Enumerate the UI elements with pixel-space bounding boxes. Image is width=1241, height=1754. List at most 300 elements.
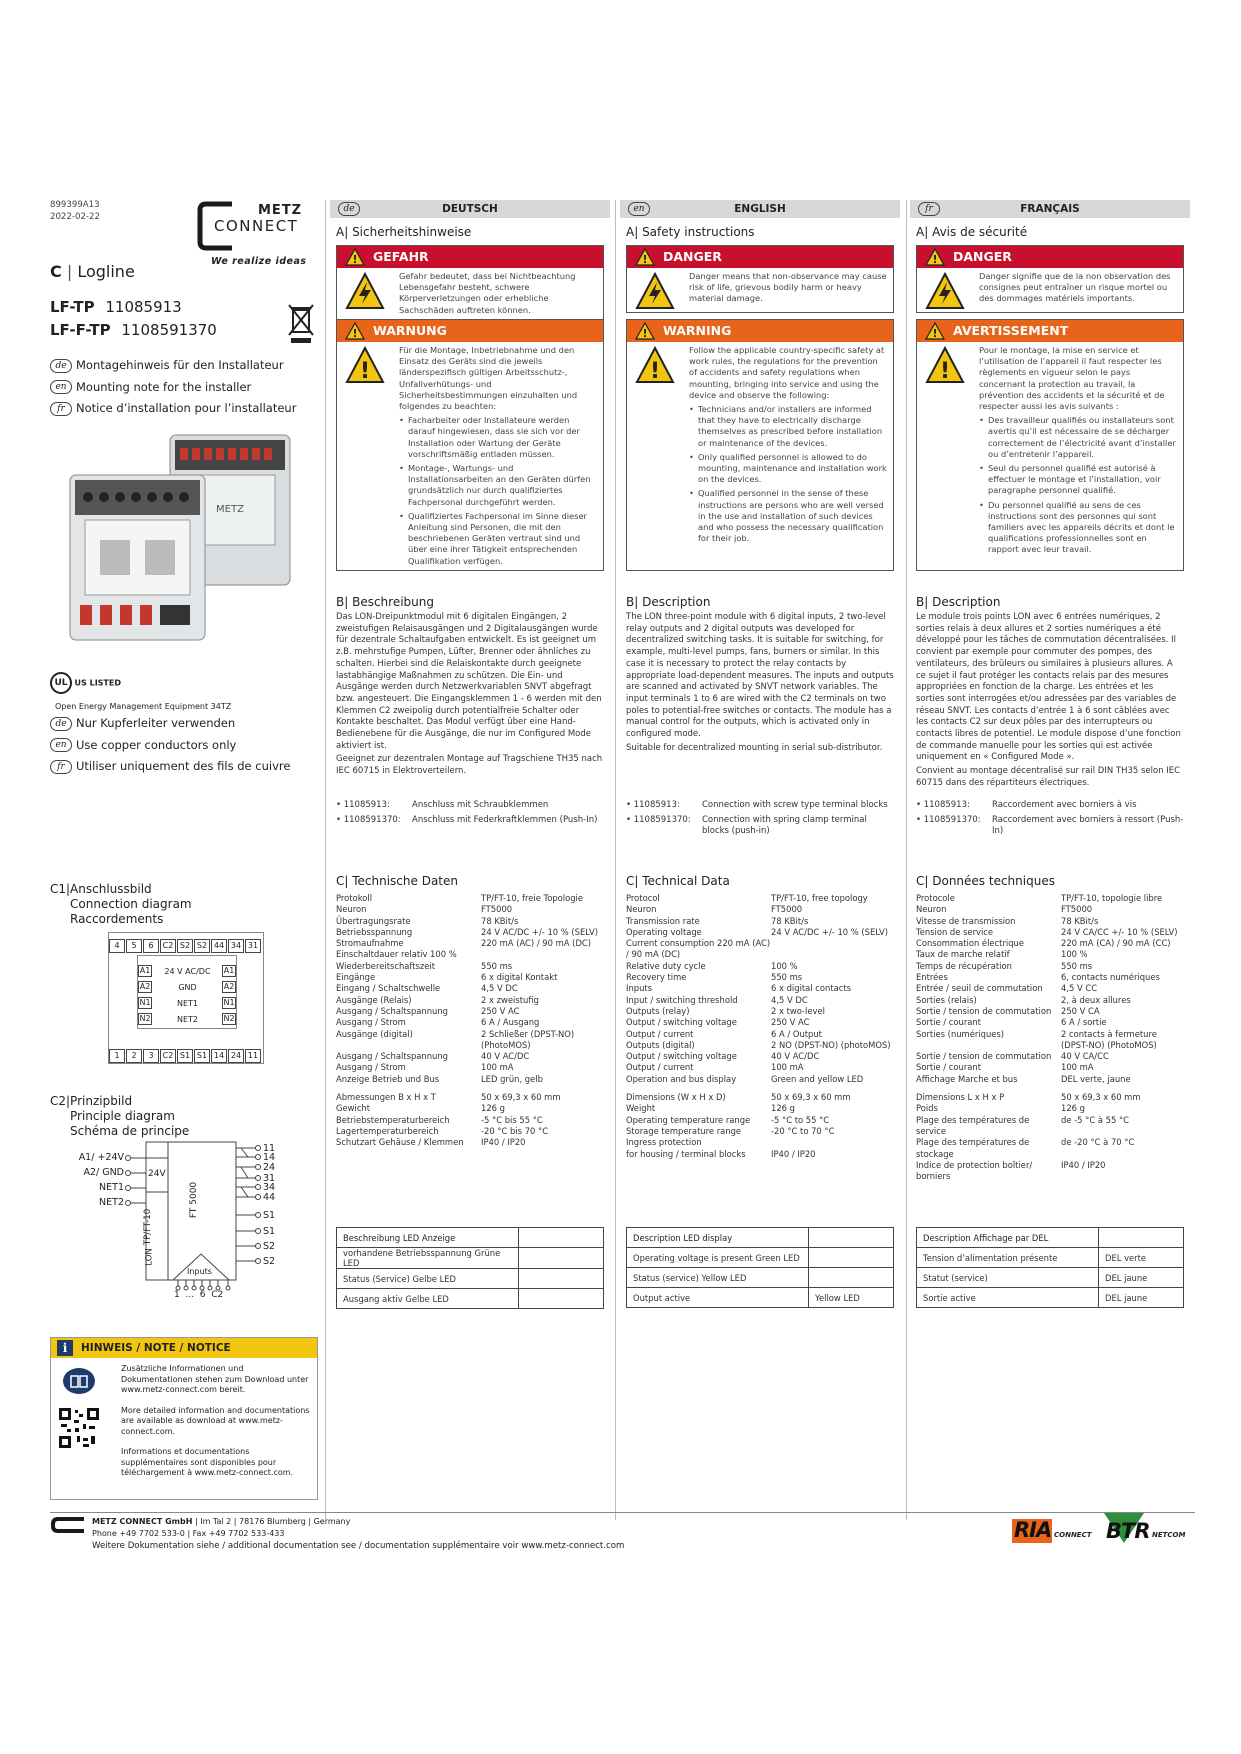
led-label: Description LED display [627, 1228, 809, 1248]
tech-key: Output / switching voltage [626, 1017, 737, 1028]
notice-en: More detailed information and documentations are available as download at www.metz-connect.com. [121, 1405, 310, 1436]
terminal: 44 [211, 939, 227, 953]
qr-code-icon [57, 1406, 101, 1450]
tech-key: Consommation électrique [916, 938, 1024, 949]
warning-body [917, 342, 1183, 560]
led-label: Beschreibung LED Anzeige [337, 1228, 519, 1248]
flag-en-icon: en [628, 202, 650, 216]
tech-key: Neuron [626, 904, 657, 915]
tech-key: Lagertemperaturbereich [336, 1125, 439, 1136]
flag-fr-icon: fr [918, 202, 940, 216]
tech-value: 220 mA (AC) / 90 mA (DC) [481, 938, 592, 949]
tech-key: Recovery time [626, 972, 687, 983]
tech-value: 250 V CA [1061, 1005, 1100, 1016]
tech-row [336, 938, 604, 949]
tech-value: Green and yellow LED [771, 1073, 864, 1084]
led-row [627, 1248, 894, 1268]
tech-key: Input / switching threshold [626, 994, 738, 1005]
output-label: S2 [263, 1256, 276, 1267]
terminal-right: N1 [223, 998, 235, 1007]
tech-key: Outputs (relay) [626, 1005, 690, 1016]
input-numbers: 1 ... 6 C2 [174, 1290, 224, 1300]
description-paragraph: The LON three-point module with 6 digital inputs, 2 two-level relay outputs and 2 digital outputs was developed for decentralized switching tasks. It is suitable for switching, for example, multi-level pumps, fans, burners or similar. In this case it is necessary to protect the relay contacts by appropriate load-dependent measures. The inputs and outputs are scanned and activated by SNVT network variables. The input terminals 1 to 6 are wired with the C2 terminals on two poles to potential-free switches or contacts. The module has a manual control for the outputs, which is activated only in configured mode. [626, 612, 894, 740]
tech-key: Wiederbereitschaftszeit [336, 960, 435, 971]
tech-row [916, 1137, 1184, 1160]
led-value [809, 1228, 894, 1248]
svg-text:!: ! [932, 327, 938, 340]
tech-row [626, 1137, 894, 1148]
warning-title: AVERTISSEMENT [953, 323, 1069, 338]
tech-row [916, 961, 1184, 972]
tech-value: IP40 / IP20 [481, 1137, 526, 1148]
c2-heading [50, 1094, 189, 1139]
tech-row [336, 893, 604, 904]
svg-text:!: ! [352, 327, 358, 340]
notice-header [51, 1338, 317, 1358]
danger-title: DANGER [953, 249, 1012, 264]
tech-value: 2 NO (DPST-NO) (photoMOS) [771, 1039, 891, 1050]
ria-connect-logo [1012, 1517, 1100, 1545]
terminal: 14 [211, 1049, 227, 1063]
connection-row [138, 980, 236, 994]
warning-triangle-icon [925, 248, 945, 266]
tech-row [916, 1029, 1184, 1052]
warning-text: Für die Montage, Inbetriebnahme und den Einsatz des Geräts sind die jeweils länderspezifisch gültigen Arbeitsschutz-, Unfallverhütungs- und Sicherheitsbestimmungen einzuhalten und folgendes zu beachten: [399, 345, 578, 412]
tech-data [626, 893, 894, 1160]
warning-triangle-icon [345, 248, 365, 266]
ul-equipment: Open Energy Management Equipment 34TZ [55, 702, 232, 711]
led-label: Statut (service) [917, 1268, 1099, 1288]
variant-row [336, 800, 604, 812]
tech-key: Anzeige Betrieb und Bus [336, 1073, 440, 1084]
tech-row [626, 983, 894, 994]
tech-value: 126 g [481, 1103, 505, 1114]
danger-bar [627, 246, 893, 268]
flag-en-icon: en [50, 738, 72, 752]
terminal-left: A1 [139, 966, 151, 975]
tech-row [626, 904, 894, 915]
led-label: Status (service) Yellow LED [627, 1268, 809, 1288]
tech-value: TP/FT-10, freie Topologie [481, 893, 584, 903]
tech-value: 250 V AC [481, 1005, 520, 1016]
terminal: 1 [109, 1049, 125, 1063]
notice-fr: Informations et documentations supplémentaires sont disponibles pour téléchargement à www.metz-connect.com. [121, 1447, 294, 1477]
tech-row [916, 1017, 1184, 1028]
copper-fr: Utiliser uniquement des fils de cuivre [76, 759, 291, 773]
tech-row [626, 1006, 894, 1017]
terminal: 6 [143, 939, 159, 953]
label-net2: NET2 [99, 1197, 124, 1208]
led-row [627, 1268, 894, 1288]
tech-row [336, 1103, 604, 1114]
led-table [626, 1227, 894, 1308]
flag-en-icon: en [50, 380, 72, 394]
tech-key: Ausgang / Strom [336, 1017, 406, 1028]
tech-row [336, 1006, 604, 1017]
variant-text: Connection with spring clamp terminal blocks (push-in) [702, 814, 867, 837]
output-label: 14 [263, 1152, 276, 1163]
tech-row [336, 972, 604, 983]
warn-bullet: • Facharbeiter oder Installateure werden darauf hingewiesen, dass sie sich vor der Installation oder Wartung der Geräte vorschriftsmäßig entladen müssen. [399, 415, 597, 460]
warn-bullet: • Du personnel qualifié au sens de ces instructions sont des personnes qui sont familiers avec les appareils décrits et dont le qualifications professionnelles sont en rapport avec leur travail. [979, 500, 1177, 556]
tech-value: 550 ms [481, 960, 513, 971]
metz-connect-logo [196, 200, 318, 267]
tech-value: 100 mA [481, 1062, 514, 1073]
model-2: LF-F-TP [50, 321, 111, 339]
warn-bullet: • Only qualified personnel is allowed to do mounting, maintenance and installation work on the devices. [689, 452, 887, 486]
tech-row [626, 1062, 894, 1073]
tech-key: Schutzart Gehäuse / Klemmen [336, 1137, 464, 1148]
section-a-title: A| Avis de sécurité [916, 225, 1028, 239]
tech-value: TP/FT-10, topologie libre [1061, 893, 1163, 903]
variant-row [916, 815, 1184, 838]
module-box [137, 955, 237, 1029]
tech-key: Operating voltage [626, 926, 702, 937]
warn-bullet: • Qualifiziertes Fachpersonal im Sinne dieser Anleitung sind Personen, die mit den beschriebenen Geräten vertraut sind und über eine ihrer Tätigkeit entsprechenden Qualifikation verfügen. [399, 511, 597, 567]
notice-box [50, 1337, 318, 1500]
variant-text: Raccordement avec borniers à ressort (Push-In) [992, 814, 1184, 837]
tech-key: Eingänge [336, 972, 376, 983]
tech-key: Sortie / courant [916, 1017, 981, 1028]
c2-en: Principle diagram [70, 1109, 175, 1123]
section-b-title: B| Description [626, 595, 711, 609]
tech-value: 24 V AC/DC +/- 10 % (SELV) [771, 926, 888, 937]
tech-row [916, 1103, 1184, 1114]
warning-text: Pour le montage, la mise en service et l’utilisation de l’appareil il faut respecter les règlements en vigueur selon le pays concernant la protection au travail, la prévention des accidents et la sécurité et de respecter aussi les avis suivants : [979, 345, 1165, 412]
tech-row [916, 983, 1184, 994]
tech-value: 78 KBit/s [771, 915, 809, 926]
tech-value: 6 A / Output [771, 1028, 822, 1039]
led-label: Output active [627, 1288, 809, 1308]
bottom-terminals [109, 1043, 262, 1063]
led-value [809, 1268, 894, 1288]
danger-bar [917, 246, 1183, 268]
led-value [1099, 1228, 1184, 1248]
info-icon: i [57, 1340, 73, 1356]
tech-key: Tension de service [916, 926, 994, 937]
tech-row [336, 1115, 604, 1126]
section-c-title: C| Technische Daten [336, 874, 458, 888]
output-label: S2 [263, 1241, 276, 1252]
label-tp: TP/FT-10 [143, 1208, 154, 1246]
doc-code: 899399A13 [50, 200, 100, 210]
tech-value: 78 KBit/s [481, 915, 519, 926]
section-b-title: B| Beschreibung [336, 595, 434, 609]
led-label: Description Affichage par DEL [917, 1228, 1099, 1248]
terminal: C2 [160, 939, 176, 953]
variant-number: • 1108591370: [336, 814, 401, 825]
btr-sub: NETCOM [1152, 1531, 1186, 1539]
terminal: 34 [228, 939, 244, 953]
tech-key: Affichage Marche et bus [916, 1073, 1018, 1084]
tech-key: Ingress protection [626, 1137, 702, 1148]
footer-address: | Im Tal 2 | 78176 Blumberg | Germany [192, 1517, 351, 1526]
flag-de-icon: de [50, 359, 72, 373]
danger-box [336, 245, 604, 321]
tech-value: DEL verte, jaune [1061, 1073, 1131, 1084]
tech-row [916, 1160, 1184, 1183]
section-c-title: C| Données techniques [916, 874, 1055, 888]
section-b-title: B| Description [916, 595, 1001, 609]
led-value [519, 1248, 604, 1269]
flag-fr-icon: fr [50, 402, 72, 416]
tech-value: 100 mA [1061, 1062, 1094, 1073]
tech-key: Weight [626, 1103, 656, 1114]
tech-key: Protocol [626, 893, 660, 903]
variant-number: • 11085913: [336, 800, 390, 810]
tech-row [336, 961, 604, 972]
footer-address-line [92, 1517, 350, 1528]
tech-key: Plage des températures de service [916, 1114, 1030, 1136]
tech-value: 550 ms [1061, 960, 1093, 971]
tech-key: Inputs [626, 983, 653, 994]
led-table [916, 1227, 1184, 1308]
tech-gap [626, 1085, 894, 1092]
led-value: Yellow LED [809, 1288, 894, 1308]
tech-row [626, 893, 894, 904]
tech-row [916, 949, 1184, 960]
lang-header-de [330, 200, 610, 218]
led-value [519, 1289, 604, 1309]
terminal: C2 [160, 1049, 176, 1063]
tech-row [626, 1051, 894, 1062]
tech-data [916, 893, 1184, 1182]
tech-value: 2 Schließer (DPST-NO) (PhotoMOS) [481, 1028, 575, 1050]
warn-bullet: • Qualified personnel in the sense of these instructions are persons who are well versed in the use and installation of such devices and who possess the necessary qualification for their job. [689, 488, 887, 544]
warning-triangle-icon [635, 248, 655, 266]
terminal: S2 [177, 939, 193, 953]
tech-value: FT5000 [1061, 904, 1093, 915]
tech-row [626, 1017, 894, 1028]
model-1: LF-TP [50, 298, 95, 316]
tech-value: 24 V CA/CC +/- 10 % (SELV) [1061, 926, 1178, 937]
title-fr: Notice d’installation pour l’installateur [76, 401, 297, 415]
variant-text: Anschluss mit Federkraftklemmen (Push-In) [412, 814, 598, 825]
variant-row [916, 800, 1184, 812]
copper-en: Use copper conductors only [76, 737, 237, 752]
description-paragraph: Das LON-Dreipunktmodul mit 6 digitalen Eingängen, 2 zweistufigen Relaisausgängen und 2 Digitalausgängen wurde für dezentrale Schaltaufgaben entwickelt. Es ist geeignet um z.B. mehrstufige Pumpen, Lüfter, Brenner oder ähnliches zu schalten. Hierbei sind die Relaiskontakte durch geeignete lastabhängige Maßnahmen zu schützen. Die Ein- und Ausgänge werden durch Netzwerkvariablen SNVT abgefragt bzw. angesteuert. Die Eingangsklemmen 1 - 6 werden mit den Klemmen C2 zweipolig durch potentialfreie Schalter oder Kontakte beschaltet. Das Modul verfügt über eine Hand-Bedienebene für die Ausgänge, die nur im Configured Mode aktiviert ist. [336, 612, 602, 751]
tech-row [336, 904, 604, 915]
tech-row [336, 983, 604, 994]
tech-value: 250 V AC [771, 1017, 810, 1028]
tech-value: 24 V AC/DC +/- 10 % (SELV) [481, 926, 598, 937]
output-label: 34 [263, 1182, 276, 1193]
logo-connect: CONNECT [214, 217, 299, 235]
family-name: Logline [77, 262, 135, 281]
danger-body [627, 268, 893, 312]
terminal-right: A1 [223, 966, 235, 975]
tech-row [626, 1040, 894, 1051]
terminal: 4 [109, 939, 125, 953]
tech-key: Transmission rate [626, 915, 700, 926]
tech-value: de -20 °C à 70 °C [1061, 1137, 1135, 1148]
doc-date: 2022-02-22 [50, 211, 100, 222]
tech-row [336, 995, 604, 1006]
tech-row [336, 949, 604, 960]
tech-key: Output / current [626, 1028, 694, 1039]
description-paragraph: Suitable for decentralized mounting in serial sub-distributor. [626, 742, 883, 753]
footer-company: METZ CONNECT GmbH [92, 1517, 193, 1526]
tech-key: Temps de récupération [916, 960, 1012, 971]
tech-row [336, 916, 604, 927]
caution-icon [345, 346, 385, 384]
flag-fr-icon: fr [50, 760, 72, 774]
output-label: 44 [263, 1192, 276, 1203]
tech-value: 6 A / sortie [1061, 1017, 1107, 1028]
tech-row [336, 1017, 604, 1028]
tech-key: Sortie / tension de commutation [916, 1051, 1052, 1062]
tech-row [336, 1051, 604, 1062]
variant-number: • 1108591370: [916, 814, 981, 825]
label-inputs: Inputs [187, 1267, 212, 1276]
tech-value: 100 % [771, 960, 798, 971]
book-icon [63, 1368, 95, 1394]
terminal: S1 [194, 1049, 210, 1063]
description-paragraph: Le module trois points LON avec 6 entrées numériques, 2 sorties relais à deux allures et 2 sorties numériques a été développé pour les tâches de commutation décentralisées. Il convient par exemple pour commuter des pompes, des ventilateurs, des brûleurs ou similaires à plusieurs allures. A ce sujet il faut protéger les contacts relais par des mesures appropriées en fonction de la charge. Les entrées et les sorties sont interrogées et/ou adressées par des variables de réseau SNVT. Les contacts d’entrée 1 à 6 sont câblées avec les contacts C2 sur deux pôles par des interrupteurs ou contacts libres de potentiel. Le module dispose d’une fonction de commande manuelle pour les sorties qui est activée uniquement en « Configured Mode ». [916, 612, 1181, 763]
c1-en: Connection diagram [70, 897, 192, 911]
model-line-2 [50, 321, 217, 339]
tech-key: Operation and bus display [626, 1073, 737, 1084]
led-value [809, 1248, 894, 1268]
label-ft5000: FT 5000 [189, 1181, 200, 1219]
tech-key: Neuron [916, 904, 947, 915]
led-label: Status (Service) Gelbe LED [337, 1269, 519, 1289]
tech-key: Einschaltdauer relativ 100 % [336, 949, 457, 960]
led-row [337, 1289, 604, 1309]
terminal-left: N2 [139, 1014, 151, 1023]
warning-triangle-icon [925, 322, 945, 340]
c1-heading [50, 882, 192, 927]
model-1-num: 11085913 [105, 298, 182, 316]
connection-diagram [108, 932, 264, 1064]
principle-labels [78, 1140, 288, 1300]
tech-value: 2 x two-level [771, 1005, 825, 1016]
tech-row [336, 1092, 604, 1103]
tech-gap [916, 1085, 1184, 1092]
led-value: DEL jaune [1099, 1268, 1184, 1288]
tech-value: 100 mA [771, 1062, 804, 1073]
tech-row [916, 916, 1184, 927]
variant-row [626, 815, 894, 838]
tech-key: Entrée / seuil de commutation [916, 983, 1043, 994]
danger-title: GEFAHR [373, 249, 429, 264]
description-paragraph: Convient au montage décentralisé sur rail DIN TH35 selon IEC 60715 dans des répartiteurs électriques. [916, 766, 1181, 788]
svg-text:!: ! [359, 359, 371, 384]
caution-icon [635, 346, 675, 384]
svg-text:METZ: METZ [216, 504, 244, 515]
c1-fr: Raccordements [70, 912, 164, 926]
tech-value: 50 x 69,3 x 60 mm [1061, 1092, 1141, 1103]
warning-bar [917, 320, 1183, 342]
danger-text: Danger signifie que de la non observation des consignes peut entraîner un risque mortel ou des dommages matériels importants. [979, 271, 1171, 304]
tech-key: Output / switching voltage [626, 1051, 737, 1062]
ul-listed [50, 672, 121, 694]
lang-name: FRANÇAIS [1020, 203, 1080, 215]
tech-key: Ausgang / Schaltspannung [336, 1005, 448, 1016]
variant-number: • 11085913: [916, 800, 970, 810]
led-label: Sortie active [917, 1288, 1099, 1308]
terminal: S2 [194, 939, 210, 953]
tech-row [916, 893, 1184, 904]
tech-value: 4,5 V DC [481, 983, 518, 994]
tech-value: IP40 / IP20 [771, 1148, 816, 1159]
tech-value: 78 KBit/s [1061, 915, 1099, 926]
tech-value: 6 A / Ausgang [481, 1017, 540, 1028]
led-row [627, 1228, 894, 1248]
variant-number: • 11085913: [626, 800, 680, 810]
label-a2: A2/ GND [83, 1167, 124, 1178]
high-voltage-icon [345, 272, 385, 310]
terminal-right: N2 [223, 1014, 235, 1023]
lang-name: ENGLISH [734, 203, 786, 215]
tech-value: 50 x 69,3 x 60 mm [481, 1092, 561, 1103]
tech-key: Protocole [916, 893, 955, 903]
tech-key: Ausgang / Strom [336, 1062, 406, 1073]
variant-text: Anschluss mit Schraubklemmen [412, 800, 549, 810]
tech-key: Output / current [626, 1062, 694, 1073]
tech-key: Ausgänge (digital) [336, 1028, 413, 1039]
tech-value: 50 x 69,3 x 60 mm [771, 1092, 851, 1103]
warning-bar [337, 320, 603, 342]
led-row [337, 1228, 604, 1248]
section-a-title: A| Safety instructions [626, 225, 755, 239]
warn-bullet: • Des travailleur qualifiés ou installateurs sont avertis qu’il est nécessaire de se décharger correctement de l’électricité avant d’installer ou d’entretenir l’appareil. [979, 415, 1177, 460]
danger-body [917, 268, 1183, 312]
warning-text: Follow the applicable country-specific safety at work rules, the regulations for the prevention of accidents and safety regulations when mounting, bringing into service and using the device and observe the following: [689, 345, 885, 400]
label-24v: 24V [148, 1169, 166, 1179]
terminal: 11 [245, 1049, 261, 1063]
tech-value: 40 V AC/DC [481, 1051, 530, 1062]
connection-label: NET1 [176, 998, 198, 1008]
led-table [336, 1227, 604, 1309]
product-image [60, 420, 310, 655]
c1-label: C1|Anschlussbild [50, 882, 152, 896]
tech-row [916, 1074, 1184, 1085]
top-terminals [109, 933, 262, 953]
tech-row [626, 972, 894, 983]
led-label: Ausgang aktiv Gelbe LED [337, 1289, 519, 1309]
led-value [519, 1269, 604, 1289]
tech-key: Sorties (relais) [916, 994, 977, 1005]
danger-text: Danger means that non-observance may cause risk of life, grievous bodily harm or heavy material damage. [689, 271, 887, 304]
led-row [917, 1288, 1184, 1308]
tech-key: Vitesse de transmission [916, 915, 1016, 926]
footer-docs: Weitere Dokumentation siehe / additional documentation see / documentation supplémentaire voir www.metz-connect.com [92, 1541, 625, 1551]
tech-value: FT5000 [481, 904, 513, 915]
output-label: 24 [263, 1162, 276, 1173]
tech-value: de -5 °C à 55 °C [1061, 1114, 1129, 1125]
tech-key: Sorties (numériques) [916, 1028, 1005, 1039]
family-c: C [50, 262, 62, 281]
danger-body [337, 268, 603, 320]
variant-text: Connection with screw type terminal blocks [702, 800, 888, 810]
tech-row [916, 995, 1184, 1006]
tech-key: Ausgänge (Relais) [336, 994, 412, 1005]
tech-value: 40 V CA/CC [1061, 1051, 1109, 1062]
logo-metz: METZ [258, 203, 303, 218]
tech-value: -5 °C to 55 °C [771, 1114, 830, 1125]
tech-row [336, 1137, 604, 1148]
output-label: 31 [263, 1173, 276, 1184]
tech-value: IP40 / IP20 [1061, 1159, 1106, 1170]
tech-key: Dimensions L x H x P [916, 1092, 1005, 1103]
tech-row [916, 1115, 1184, 1138]
label-a1: A1/ +24V [78, 1152, 124, 1163]
danger-box [626, 245, 894, 313]
tech-value: 126 g [771, 1103, 795, 1114]
danger-bar [337, 246, 603, 268]
description-text [626, 612, 894, 754]
